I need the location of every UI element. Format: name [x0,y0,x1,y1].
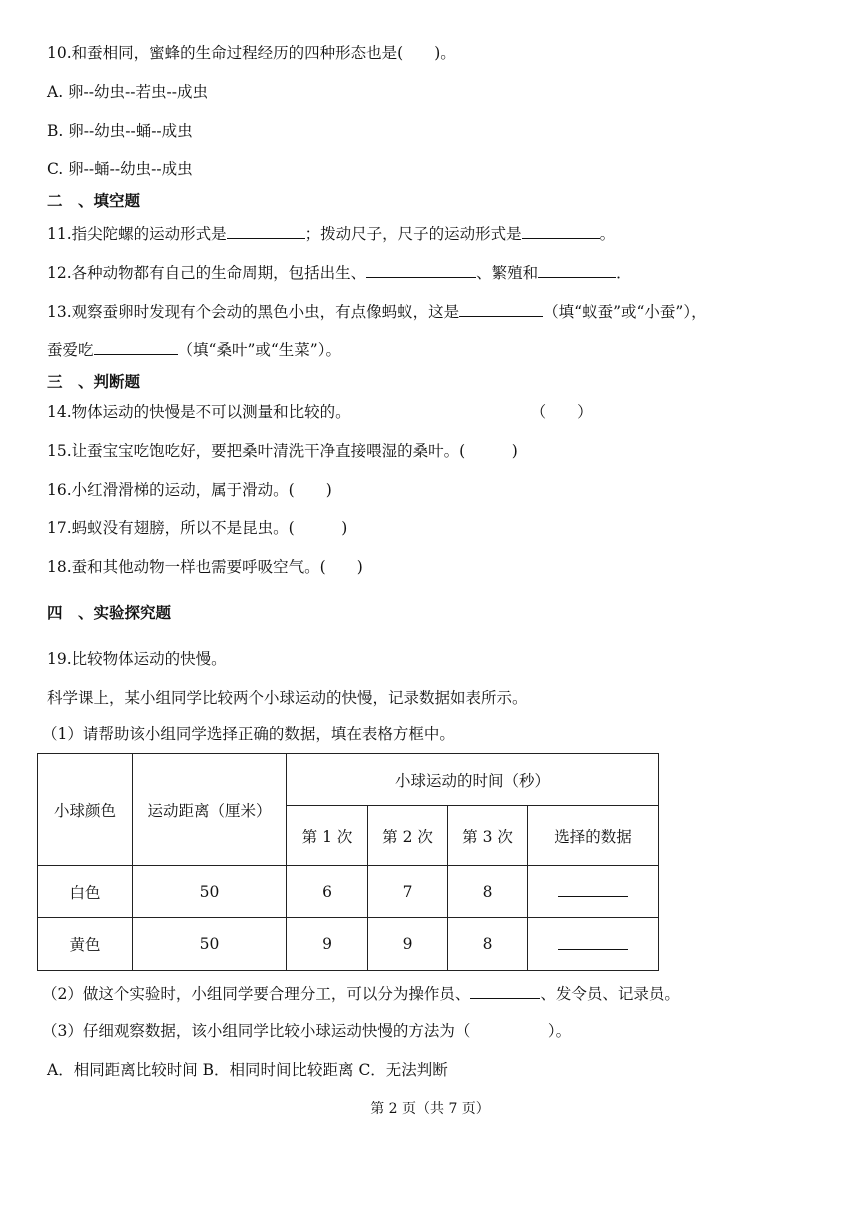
cell-trial-3: 8 [448,918,528,971]
question-13 [47,301,707,322]
header-trial-2: 第 2 次 [368,806,448,866]
question-15: 15.让蚕宝宝吃饱吃好，要把桑叶清洗干净直接喂湿的桑叶。( ) [47,442,518,460]
cell-trial-2: 9 [368,918,448,971]
page-footer: 第 2 页（共 7 页） [370,1101,490,1117]
question-11 [47,223,615,244]
question-10: 10.和蚕相同，蜜蜂的生命过程经历的四种形态也是( )。 [47,44,456,62]
q12-blank-1[interactable] [366,262,476,278]
cell-selected[interactable] [528,866,659,918]
q12-text-1: 12.各种动物都有自己的生命周期，包括出生、 [47,264,367,282]
question-14 [47,402,593,422]
question-12 [47,262,632,283]
question-19-intro: 科学课上，某小组同学比较两个小球运动的快慢，记录数据如表所示。 [47,689,528,707]
question-19-sub3: （3）仔细观察数据，该小组同学比较小球运动快慢的方法为（ ）。 [42,1022,572,1040]
ball-data-table [37,753,659,971]
q12-text-2: 、繁殖和 [476,264,539,282]
section-true-false-heading: 三 、判断题 [47,373,141,391]
q10-option-b: B. 卵--幼虫--蛹--成虫 [47,122,193,140]
selected-blank[interactable] [558,935,628,950]
header-time: 小球运动的时间（秒） [287,754,659,806]
q14-text: 14.物体运动的快慢是不可以测量和比较的。 [47,403,351,421]
q10-option-c: C. 卵--蛹--幼虫--成虫 [47,160,193,178]
q11-blank-1[interactable] [227,223,305,239]
table-row [38,918,659,971]
question-13-cont [47,339,341,360]
q14-answer-paren[interactable]: （ ） [530,403,593,421]
selected-blank[interactable] [558,882,628,897]
table-row [38,866,659,918]
q13-blank-2[interactable] [94,339,178,355]
q10-option-a: A. 卵--幼虫--若虫--成虫 [47,83,208,101]
q11-text-3: 。 [599,225,616,243]
section-experiment-heading: 四 、实验探究题 [47,604,172,622]
header-trial-3: 第 3 次 [448,806,528,866]
question-19-sub2 [42,983,680,1004]
cell-distance: 50 [133,918,287,971]
cell-trial-1: 9 [287,918,368,971]
q13-text-4: （填“桑叶”或“生菜”）。 [177,341,341,359]
q19-sub2-blank[interactable] [470,983,540,999]
q13-blank-1[interactable] [459,301,543,317]
header-selected-data: 选择的数据 [528,806,659,866]
question-19-sub1: （1）请帮助该小组同学选择正确的数据，填在表格方框中。 [42,725,455,743]
cell-distance: 50 [133,866,287,918]
question-19-title: 19.比较物体运动的快慢。 [47,650,227,668]
q11-blank-2[interactable] [522,223,600,239]
q12-blank-2[interactable] [538,262,616,278]
section-fill-in-heading: 二 、填空题 [47,192,141,210]
cell-color: 白色 [38,866,133,918]
header-trial-1: 第 1 次 [287,806,368,866]
q19-sub2-text-1: （2）做这个实验时，小组同学要合理分工，可以分为操作员、 [42,985,471,1003]
q11-text-1: 11.指尖陀螺的运动形式是 [47,225,227,243]
cell-selected[interactable] [528,918,659,971]
q12-text-3: ． [616,264,632,282]
question-19-options: A．相同距离比较时间 B．相同时间比较距离 C．无法判断 [47,1061,448,1079]
q13-text-1: 13.观察蚕卵时发现有个会动的黑色小虫，有点像蚂蚁，这是 [47,303,460,321]
cell-trial-3: 8 [448,866,528,918]
q19-sub2-text-2: 、发令员、记录员。 [540,985,680,1003]
question-18: 18.蚕和其他动物一样也需要呼吸空气。( ) [47,558,363,576]
q11-text-2: ；拨动尺子，尺子的运动形式是 [304,225,522,243]
cell-trial-2: 7 [368,866,448,918]
q13-text-3: 蚕爱吃 [47,341,94,359]
cell-trial-1: 6 [287,866,368,918]
q13-text-2: （填“蚁蚕”或“小蚕”）， [543,303,707,321]
cell-color: 黄色 [38,918,133,971]
question-16: 16.小红滑滑梯的运动，属于滑动。( ) [47,481,332,499]
header-distance: 运动距离（厘米） [133,754,287,866]
header-ball-color: 小球颜色 [38,754,133,866]
question-17: 17.蚂蚁没有翅膀，所以不是昆虫。( ) [47,519,348,537]
